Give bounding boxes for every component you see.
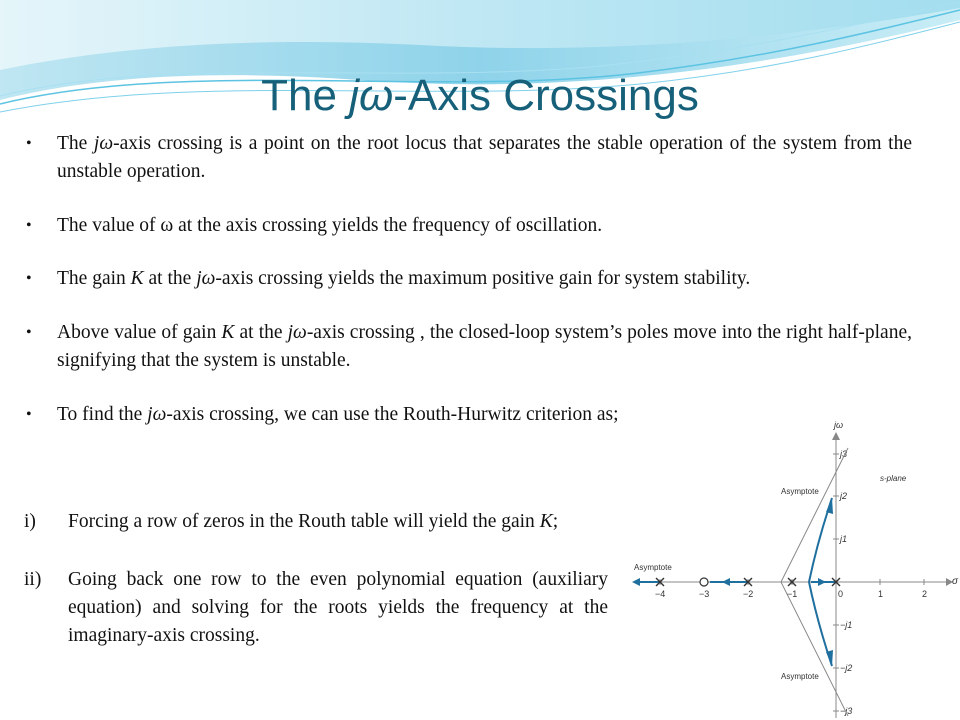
- asymptote-label: Asymptote: [781, 487, 819, 496]
- numbered-steps: [24, 508, 608, 680]
- numbered-step: i) Forcing a row of zeros in the Routh table will yield the gain K;: [24, 508, 608, 536]
- asymptote-label: Asymptote: [634, 563, 672, 572]
- step-marker: i): [24, 511, 36, 532]
- tick-label-imag: j3: [840, 449, 848, 459]
- bullet-item: • The value of ω at the axis crossing yields the frequency of oscillation.: [24, 212, 912, 240]
- tick-label-imag: −j2: [840, 663, 853, 673]
- tick-label-real: 2: [922, 589, 928, 599]
- zero-circle-icon: [700, 578, 708, 586]
- imaginary-axis-label: jω: [834, 420, 844, 430]
- bullet-icon: •: [26, 270, 32, 287]
- bullet-item: • To find the jω-axis crossing, we can use the Routh-Hurwitz criterion as;: [24, 401, 912, 429]
- tick-label-real: −2: [743, 589, 754, 599]
- tick-label-imag: −j3: [840, 706, 853, 716]
- numbered-step: ii) Going back one row to the even polynomial equation (auxiliary equation) and solving for the roots yields the frequency at the imaginary-axis crossing.: [24, 566, 608, 650]
- locus-arrow-icon: [818, 578, 826, 586]
- real-axis-label: σ: [952, 576, 959, 587]
- locus-arrow-icon: [826, 650, 833, 666]
- imaginary-axis-arrow-icon: [832, 432, 840, 440]
- locus-arrow-icon: [632, 578, 640, 586]
- tick-label-real: −3: [699, 589, 710, 599]
- bullet-icon: •: [26, 406, 32, 423]
- bullet-item: • Above value of gain K at the jω-axis crossing , the closed-loop system’s poles move into the right half-plane, signifying that the system is unstable.: [24, 319, 912, 375]
- bullet-icon: •: [26, 324, 32, 341]
- tick-label-imag: j1: [840, 534, 848, 544]
- bullet-icon: •: [26, 217, 32, 234]
- tick-label-real: −1: [787, 589, 798, 599]
- locus-arrow-icon: [826, 498, 833, 514]
- tick-label-real: −4: [655, 589, 666, 599]
- bullet-icon: •: [26, 135, 32, 152]
- asymptote-label: Asymptote: [781, 672, 819, 681]
- step-marker: ii): [24, 569, 42, 590]
- tick-label-real: 0: [838, 589, 844, 599]
- tick-label-imag: −j1: [840, 620, 853, 630]
- tick-label-real: 1: [878, 589, 884, 599]
- bullet-item: • The jω-axis crossing is a point on the root locus that separates the stable operation of the system from the unstable operation.: [24, 130, 912, 186]
- bullet-list: [24, 130, 912, 455]
- bullet-item: • The gain K at the jω-axis crossing yields the maximum positive gain for system stability.: [24, 265, 912, 293]
- slide-title: The jω-Axis Crossings: [261, 71, 699, 120]
- s-plane-label: s-plane: [880, 474, 907, 483]
- tick-label-imag: j2: [840, 491, 848, 501]
- locus-arrow-icon: [722, 578, 730, 586]
- root-locus-diagram: [626, 418, 960, 720]
